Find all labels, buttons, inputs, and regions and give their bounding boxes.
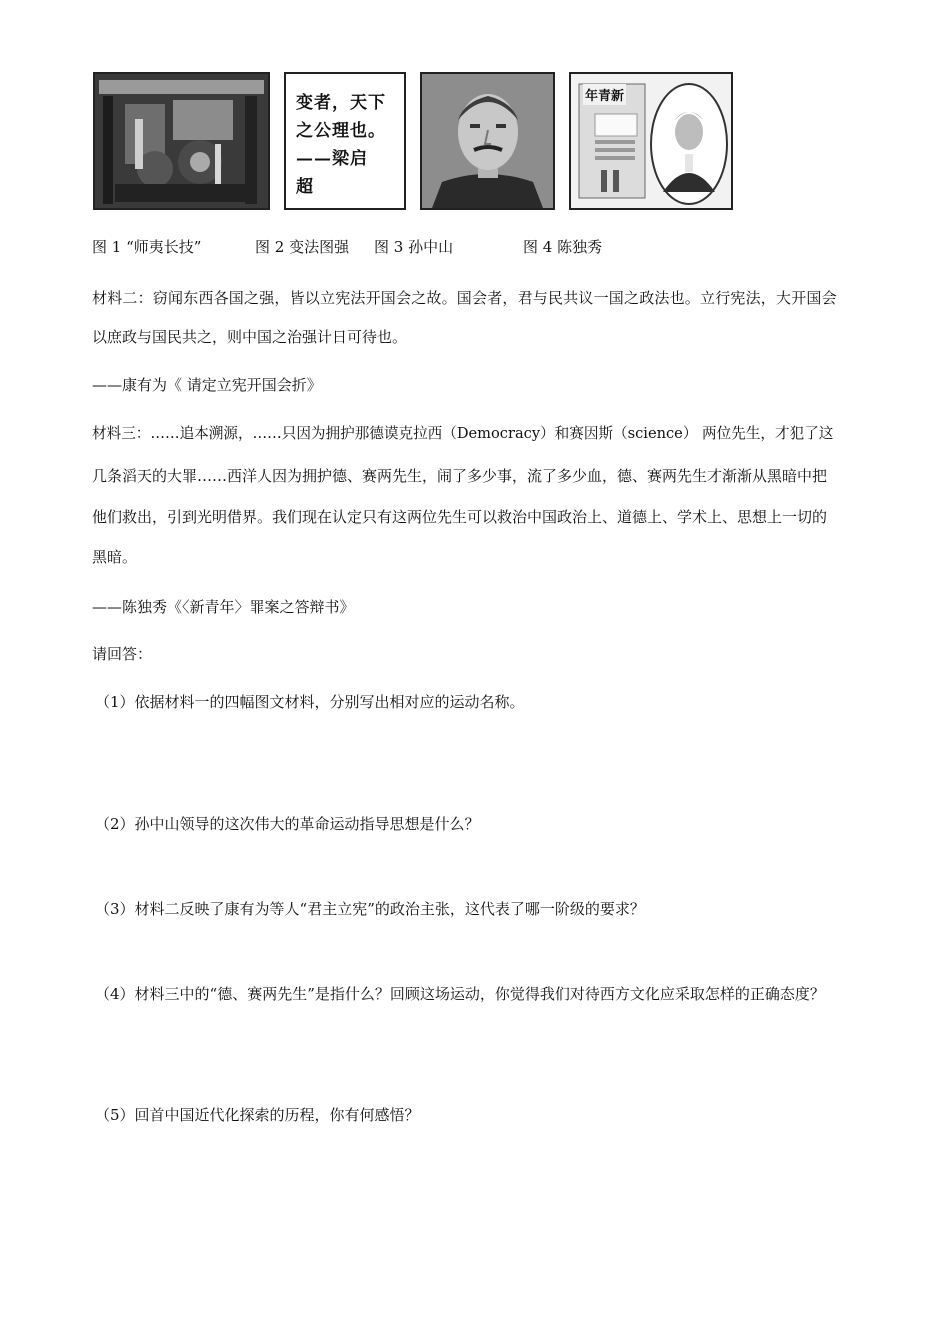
figure-3-portrait-sun-yatsen — [420, 72, 555, 210]
caption-figure-4: 图 4 陈独秀 — [523, 238, 603, 256]
material3-line-3: 他们救出，引到光明借界。我们现在认定只有这两位先生可以救治中国政治上、道德上、学术上、思想上一切的 — [92, 508, 828, 526]
figure-4-new-youth-magazine — [569, 72, 733, 210]
question-5: （5）回首中国近代化探索的历程，你有何感悟？ — [95, 1106, 420, 1124]
magazine-masthead: 年青新 — [583, 84, 626, 105]
material2-line-2: 以庶政与国民共之，则中国之治强计日可待也。 — [92, 328, 408, 346]
question-4: （4）材料三中的“德、赛两先生”是指什么？回顾这场运动，你觉得我们对待西方文化应采取怎样的正确态度？ — [95, 985, 825, 1003]
material2-source: ——康有为《 请定立宪开国会折》 — [92, 376, 322, 394]
caption-figure-3: 图 3 孙中山 — [374, 238, 454, 256]
figure-2-quote-card — [284, 72, 406, 210]
quote-line-3: ——梁启 — [296, 149, 368, 169]
answer-prompt: 请回答： — [92, 645, 153, 663]
material3-line-1: 材料三：……追本溯源，……只因为拥护那德谟克拉西（Democracy）和赛因斯（science） 两位先生，才犯了这 — [92, 425, 834, 442]
quote-line-1: 变者，天下 — [296, 93, 386, 113]
question-3: （3）材料二反映了康有为等人“君主立宪”的政治主张，这代表了哪一阶级的要求？ — [95, 900, 645, 918]
material3-source: ——陈独秀《〈新青年〉罪案之答辩书》 — [92, 598, 355, 616]
caption-figure-1: 图 1 “师夷长技” — [92, 238, 202, 256]
figure-1-factory-photo — [93, 72, 270, 210]
material2-line-1: 材料二：窃闻东西各国之强，皆以立宪法开国会之故。国会者，君与民共议一国之政法也。立行宪法，大开国会 — [92, 289, 837, 307]
question-1: （1）依据材料一的四幅图文材料，分别写出相对应的运动名称。 — [95, 693, 525, 711]
quote-line-2: 之公理也。 — [296, 121, 386, 141]
quote-line-4: 超 — [296, 177, 313, 197]
portrait-image — [422, 74, 553, 208]
caption-figure-2: 图 2 变法图强 — [255, 238, 350, 256]
material3-line-4: 黑暗。 — [92, 548, 138, 566]
factory-photo-image — [95, 74, 268, 208]
question-2: （2）孙中山领导的这次伟大的革命运动指导思想是什么？ — [95, 815, 480, 833]
material3-line-2: 几条滔天的大罪……西洋人因为拥护德、赛两先生，闹了多少事，流了多少血，德、赛两先生才渐渐从黑暗中把 — [92, 467, 828, 485]
